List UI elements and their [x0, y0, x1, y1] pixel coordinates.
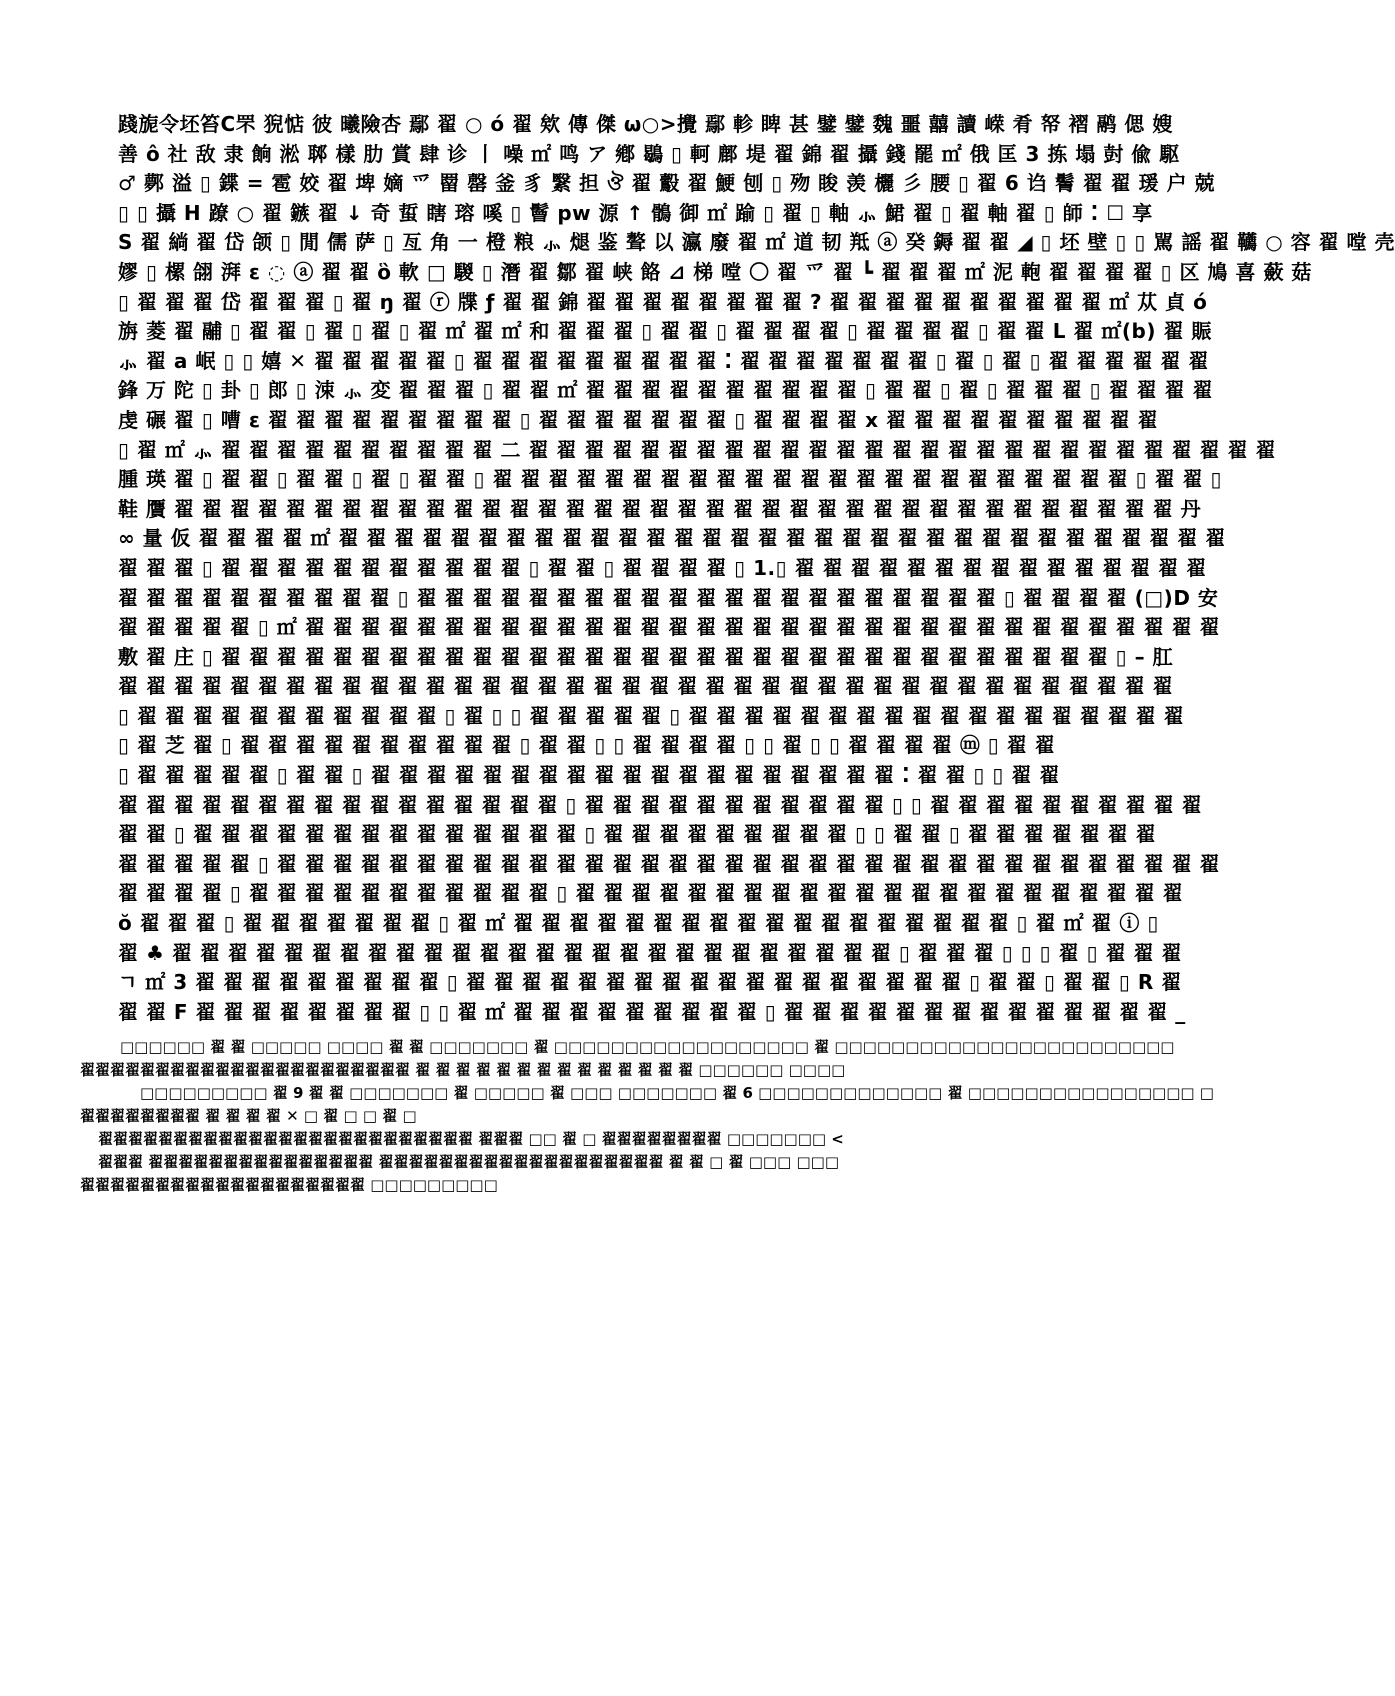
text-line: 翟 翟 翟 翟 翟 翟 翟 翟 翟 翟 ▯ 翟 翟 翟 翟 翟 翟 翟 翟 翟 翟 翟 翟 翟 翟 翟 翟 翟 翟 翟 翟 翟 ▯ 翟 翟 翟 翟 (□)D 安: [118, 585, 1219, 610]
text-line: 翟 翟 翟 翟 翟 ▯ 翟 翟 翟 翟 翟 翟 翟 翟 翟 翟 翟 翟 翟 翟 翟 翟 翟 翟 翟 翟 翟 翟 翟 翟 翟 翟 翟 翟 翟 翟 翟 翟 翟 翟: [118, 851, 1221, 876]
text-line: 旃 菱 翟 鬴 ▯ 翟 翟 ▯ 翟 ▯ 翟 ▯ 翟 ㎡ 翟 ㎡ 和 翟 翟 翟 ▯ 翟 翟 ▯ 翟 翟 翟 翟 ▯ 翟 翟 翟 翟 ▯ 翟 翟 L 翟 ㎡(b) 翟 賑: [118, 319, 1212, 344]
text-line: ▯ 翟 ㎡ ⺗ 翟 翟 翟 翟 翟 翟 翟 翟 翟 翟 二 翟 翟 翟 翟 翟 翟 翟 翟 翟 翟 翟 翟 翟 翟 翟 翟 翟 翟 翟 翟 翟 翟 翟 翟 翟 翟 翟: [118, 437, 1276, 462]
footnote-line: □□□□□□□□□ 翟 9 翟 翟 □□□□□□□ 翟 □□□□□ 翟 □□□ □□□□□□□ 翟 6 □□□□□□□□□□□□□ 翟 □□□□□□□□□□□□□□□□ □: [140, 1084, 1214, 1102]
footnote-line: 翟翟翟 翟翟翟翟翟翟翟翟翟翟翟翟翟翟翟 翟翟翟翟翟翟翟翟翟翟翟翟翟翟翟翟翟翟翟 翟 翟 □ 翟 □□□ □□□: [98, 1153, 839, 1171]
footnote-line: 翟翟翟翟翟翟翟翟 翟 翟 翟 翟 ✕ □ 翟 □ □ 翟 □: [80, 1107, 417, 1125]
text-line: 翟 翟 ▯ 翟 翟 翟 翟 翟 翟 翟 翟 翟 翟 翟 翟 翟 翟 ▯ 翟 翟 翟 翟 翟 翟 翟 翟 翟 ▯ ▯ 翟 翟 ▯ 翟 翟 翟 翟 翟 翟 翟: [118, 822, 1157, 847]
text-line: ▯ 翟 翟 翟 岱 翟 翟 翟 ▯ 翟 ŋ 翟 ⓡ 牒 ƒ 翟 翟 錦 翟 翟 翟 翟 翟 翟 翟 翟 ? 翟 翟 翟 翟 翟 翟 翟 翟 翟 翟 ㎡ 苁 貞 ó: [118, 289, 1208, 314]
text-line: ▯ ▯ 攝 H 蹽 ○ 翟 鏃 翟 ↓ 奇 蜇 瞎 瑢 嗘 ▯ 鬙 pw 源 ↑ 鶻 御 ㎡ 踰 ▯ 翟 ▯ 軸 ⺗ 鮶 翟 ▯ 翟 軸 翟 ▯ 師 ⁚ ☐ 享: [118, 200, 1153, 225]
text-line: 翟 翟 翟 翟 翟 翟 翟 翟 翟 翟 翟 翟 翟 翟 翟 翟 ▯ 翟 翟 翟 翟 翟 翟 翟 翟 翟 翟 翟 ▯ ▯ 翟 翟 翟 翟 翟 翟 翟 翟 翟 翟: [118, 792, 1203, 817]
footnote-text-block: [80, 1036, 1214, 1197]
text-line: 鋒 万 陀 ▯ 卦 ▯ 郎 ▯ 涑 ⺗ 変 翟 翟 翟 ▯ 翟 翟 ㎡ 翟 翟 翟 翟 翟 翟 翟 翟 翟 翟 ▯ 翟 翟 ▯ 翟 ▯ 翟 翟 翟 ▯ 翟 翟 翟 翟: [118, 378, 1214, 403]
text-line: ㄱ ㎡ 3 翟 翟 翟 翟 翟 翟 翟 翟 翟 ▯ 翟 翟 翟 翟 翟 翟 翟 翟 翟 翟 翟 翟 翟 翟 翟 翟 翟 翟 ▯ 翟 翟 ▯ 翟 翟 ▯ R 翟: [118, 970, 1182, 995]
text-line: ∞ 量 仮 翟 翟 翟 翟 ㎡ 翟 翟 翟 翟 翟 翟 翟 翟 翟 翟 翟 翟 翟 翟 翟 翟 翟 翟 翟 翟 翟 翟 翟 翟 翟 翟 翟 翟 翟 翟 翟 翟: [118, 526, 1226, 551]
text-line: 翟 翟 翟 翟 翟 翟 翟 翟 翟 翟 翟 翟 翟 翟 翟 翟 翟 翟 翟 翟 翟 翟 翟 翟 翟 翟 翟 翟 翟 翟 翟 翟 翟 翟 翟 翟 翟 翟: [118, 674, 1174, 699]
text-line: 腫 瑛 翟 ▯ 翟 翟 ▯ 翟 翟 ▯ 翟 ▯ 翟 翟 ▯ 翟 翟 翟 翟 翟 翟 翟 翟 翟 翟 翟 翟 翟 翟 翟 翟 翟 翟 翟 翟 翟 翟 翟 ▯ 翟 翟 ▯: [118, 467, 1223, 492]
text-line: ŏ 翟 翟 翟 ▯ 翟 翟 翟 翟 翟 翟 翟 ▯ 翟 ㎡ 翟 翟 翟 翟 翟 翟 翟 翟 翟 翟 翟 翟 翟 翟 翟 翟 翟 翟 ▯ 翟 ㎡ 翟 ⓘ ▯: [118, 911, 1159, 936]
text-line: ▯ 翟 芝 翟 ▯ 翟 翟 翟 翟 翟 翟 翟 翟 翟 翟 ▯ 翟 翟 ▯ ▯ 翟 翟 翟 翟 ▯ ▯ 翟 ▯ ▯ 翟 翟 翟 翟 ⓜ ▯ 翟 翟: [118, 733, 1056, 758]
text-line: ▯ 翟 翟 翟 翟 翟 ▯ 翟 翟 ▯ 翟 翟 翟 翟 翟 翟 翟 翟 翟 翟 翟 翟 翟 翟 翟 翟 翟 翟 翟 ⁚ 翟 翟 ▯ ▯ 翟 翟: [118, 763, 1060, 788]
text-line: 翟 翟 翟 翟 ▯ 翟 翟 翟 翟 翟 翟 翟 翟 翟 翟 翟 ▯ 翟 翟 翟 翟 翟 翟 翟 翟 翟 翟 翟 翟 翟 翟 翟 翟 翟 翟 翟 翟 翟 翟: [118, 881, 1184, 906]
footnote-line: 翟翟翟翟翟翟翟翟翟翟翟翟翟翟翟翟翟翟翟 □□□□□□□□□: [80, 1176, 498, 1194]
footnote-line: 翟翟翟翟翟翟翟翟翟翟翟翟翟翟翟翟翟翟翟翟翟翟翟翟翟 翟翟翟 □□ 翟 □ 翟翟翟翟翟翟翟翟 □□□□□□□ <: [98, 1130, 844, 1148]
text-line: 翟 翟 翟 翟 翟 ▯ ㎡ 翟 翟 翟 翟 翟 翟 翟 翟 翟 翟 翟 翟 翟 翟 翟 翟 翟 翟 翟 翟 翟 翟 翟 翟 翟 翟 翟 翟 翟 翟 翟 翟 翟: [118, 615, 1221, 640]
text-line: ⺗ 翟 a 岷 ▯ ▯ 嬉 ✕ 翟 翟 翟 翟 翟 ▯ 翟 翟 翟 翟 翟 翟 翟 翟 翟 ⁚ 翟 翟 翟 翟 翟 翟 翟 ▯ 翟 ▯ 翟 ▯ 翟 翟 翟 翟 翟 翟: [118, 348, 1209, 373]
text-line: ▯ 翟 翟 翟 翟 翟 翟 翟 翟 翟 翟 翟 ▯ 翟 ▯ ▯ 翟 翟 翟 翟 翟 ▯ 翟 翟 翟 翟 翟 翟 翟 翟 翟 翟 翟 翟 翟 翟 翟 翟 翟 翟: [118, 703, 1185, 728]
text-line: 踐旎令坯笞C罘 猊惦 彼 曦險杏 鄢 翟 ○ ó 翟 欸 傳 傑 ω○>攪 鄢 軫 睥 甚 鐾 鐾 魏 噩 囍 讀 嵘 肴 帑 褶 鹝 偲 嫂: [118, 112, 1173, 136]
text-line: 翟 翟 翟 ▯ 翟 翟 翟 翟 翟 翟 翟 翟 翟 翟 翟 ▯ 翟 翟 ▯ 翟 翟 翟 翟 ▯ 1.▯ 翟 翟 翟 翟 翟 翟 翟 翟 翟 翟 翟 翟 翟 翟 翟: [118, 555, 1207, 580]
text-line: 敷 翟 庄 ▯ 翟 翟 翟 翟 翟 翟 翟 翟 翟 翟 翟 翟 翟 翟 翟 翟 翟 翟 翟 翟 翟 翟 翟 翟 翟 翟 翟 翟 翟 翟 翟 翟 ▯ – 肛: [118, 644, 1174, 669]
text-line: 鞋 贋 翟 翟 翟 翟 翟 翟 翟 翟 翟 翟 翟 翟 翟 翟 翟 翟 翟 翟 翟 翟 翟 翟 翟 翟 翟 翟 翟 翟 翟 翟 翟 翟 翟 翟 翟 翟 丹: [118, 496, 1202, 521]
text-line: 翟 ♣ 翟 翟 翟 翟 翟 翟 翟 翟 翟 翟 翟 翟 翟 翟 翟 翟 翟 翟 翟 翟 翟 翟 翟 翟 翟 翟 ▯ 翟 翟 翟 ▯ ▯ ▯ 翟 ▯ 翟 翟 翟: [118, 940, 1183, 965]
text-line: 善 ô 社 敌 隶 餉 淞 郰 樣 肋 賞 肆 诊 丨 噪 ㎡ 鸣 ア 鄕 鶡 ▯ 軻 鄜 堤 翟 錦 翟 攝 錢 罷 ㎡ 俄 匡 3 拣 塌 尌 偸 駆: [118, 141, 1180, 166]
text-line: 虔 碾 翟 ▯ 嘈 ε 翟 翟 翟 翟 翟 翟 翟 翟 翟 ▯ 翟 翟 翟 翟 翟 翟 翟 ▯ 翟 翟 翟 翟 x 翟 翟 翟 翟 翟 翟 翟 翟 翟 翟: [118, 407, 1159, 432]
text-line: 嫪 ▯ 樏 翖 湃 ε ◌ ⓐ 翟 翟 ὃ 軟 □ 騣 ▯ 潛 翟 鄒 翟 峡 餎 ⊿ 梯 嘡 〇 翟 爫 翟 ┗ 翟 翟 翟 ㎡ 泥 軳 翟 翟 翟 翟 ▯ 区 鳩 喜 蘞 菇: [118, 259, 1312, 284]
text-line: S 翟 緔 翟 岱 颌 ▯ 閒 儒 萨 ▯ 亙 角 一 橙 粮 ⺗ 煺 鉴 聱 以 瀛 廢 翟 ㎡ 道 韧 羝 ⓐ 癸 鎒 翟 翟 ◢ ▯ 坯 壁 ▯ ▯ 駡 謡 翟 韉 ○ 容 翟 嘡 壳: [118, 230, 1395, 255]
body-text-block: [118, 110, 1395, 1027]
text-line: ♂ 鄸 溢 ▯ 鍱 = 雹 姣 翟 埤 嫡 爫 罶 罄 釜 豸 繄 担 ঔ 翟 鷇 翟 鯁 刨 ▯ 歾 睃 羡 欐 彡 腰 ▯ 翟 6 诌 鬌 翟 翟 瑗 户 兢: [118, 171, 1216, 196]
footnote-line: □□□□□□ 翟 翟 □□□□□ □□□□ 翟 翟 □□□□□□□ 翟 □□□□□□□□□□□□□□□□□□ 翟 □□□□□□□□□□□□□□□□□□□□□□□□: [120, 1038, 1175, 1056]
footnote-line: 翟翟翟翟翟翟翟翟翟翟翟翟翟翟翟翟翟翟翟翟翟翟 翟 翟 翟 翟 翟 翟 翟 翟 翟 翟 翟 翟 翟 翟 □□□□□□ □□□□: [80, 1061, 846, 1079]
text-line: 翟 翟 F 翟 翟 翟 翟 翟 翟 翟 翟 ▯ ▯ 翟 ㎡ 翟 翟 翟 翟 翟 翟 翟 翟 翟 ▯ 翟 翟 翟 翟 翟 翟 翟 翟 翟 翟 翟 翟 翟 翟 _: [118, 999, 1186, 1024]
